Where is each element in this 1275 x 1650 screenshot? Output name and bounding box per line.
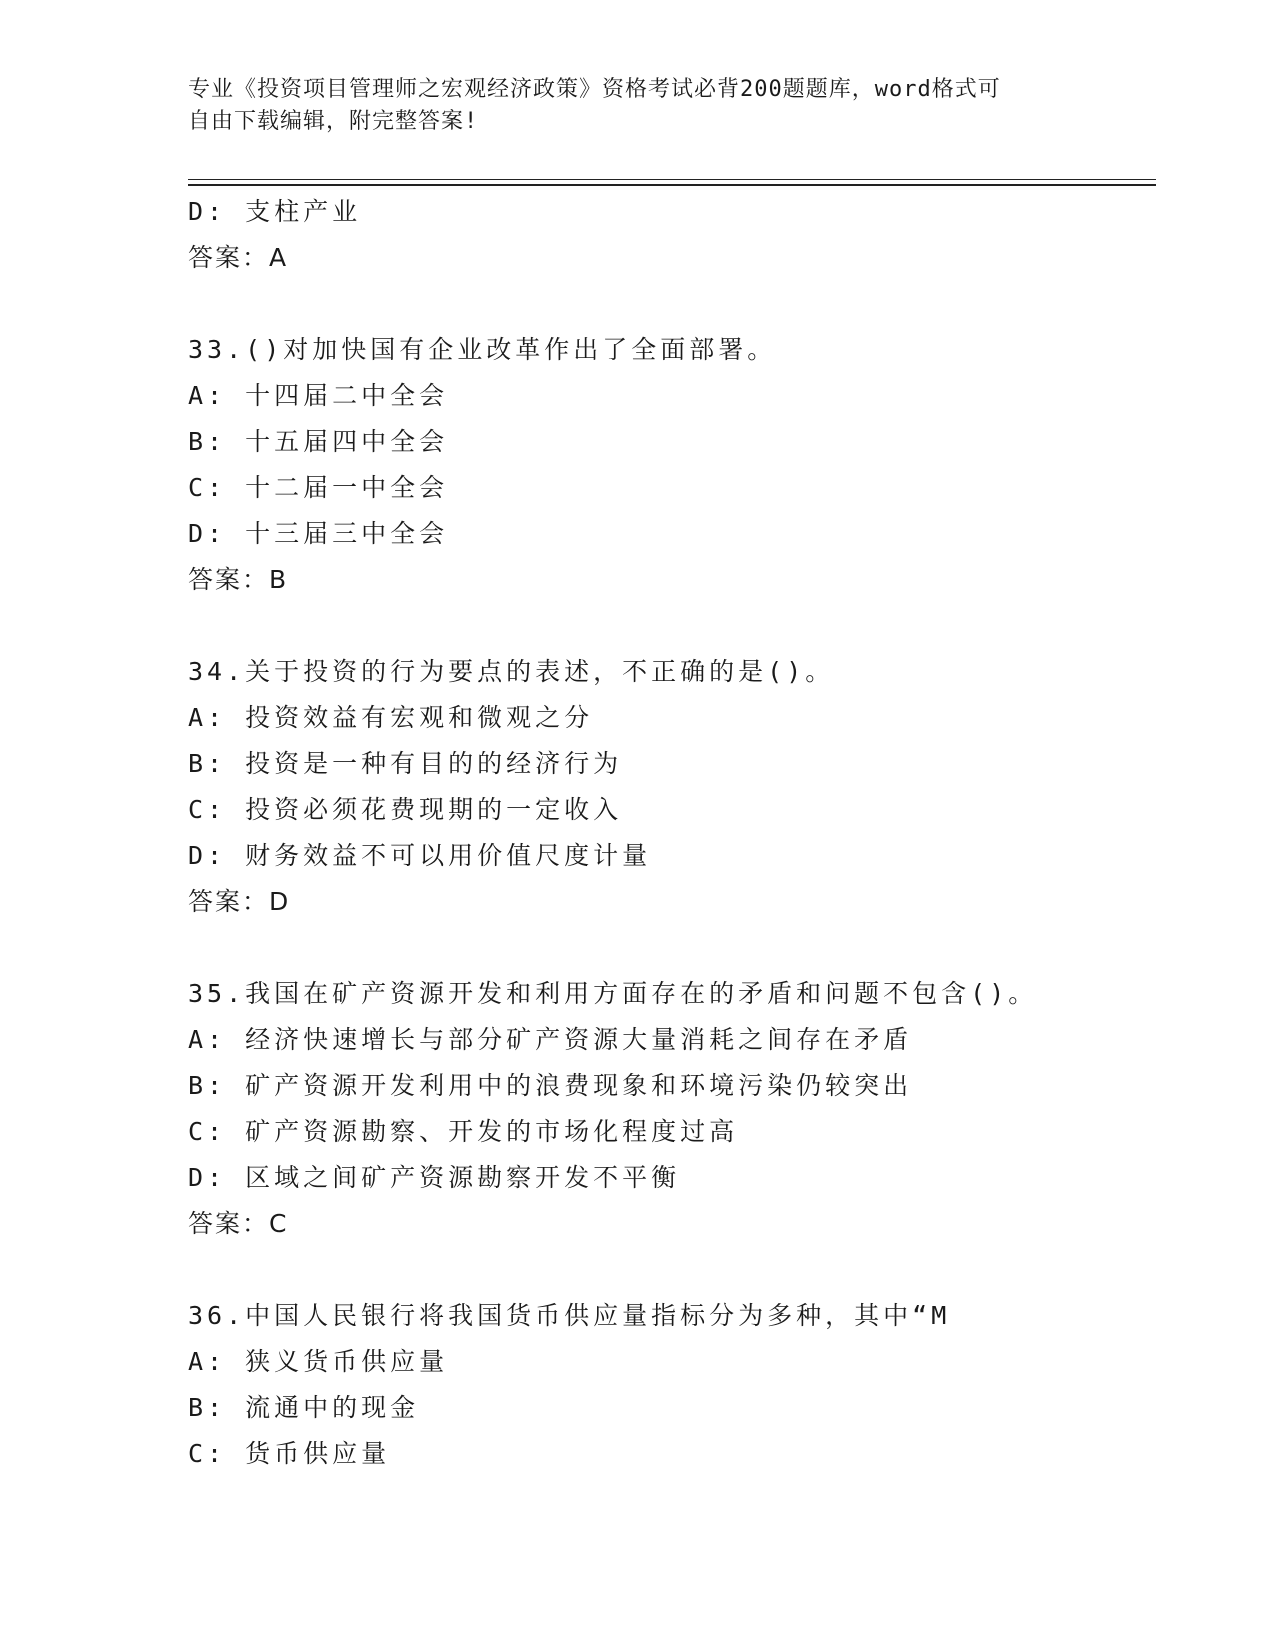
- option-a: A: 狭义货币供应量: [188, 1347, 449, 1376]
- answer-line: 答案：C: [188, 1209, 289, 1238]
- option-c: C: 矿产资源勘察、开发的市场化程度过高: [188, 1117, 739, 1146]
- option-a: A: 投资效益有宏观和微观之分: [188, 703, 594, 732]
- answer-line: 答案：B: [188, 565, 289, 594]
- question-list: [188, 189, 1148, 1477]
- option-b: B: 矿产资源开发利用中的浪费现象和环境污染仍较突出: [188, 1071, 913, 1100]
- block-spacer: [188, 925, 1148, 971]
- block-spacer: [188, 603, 1148, 649]
- header-line-1: 专业《投资项目管理师之宏观经济政策》资格考试必背200题题库，word格式可: [188, 77, 1001, 102]
- block-spacer: [188, 281, 1148, 327]
- question-text: 33.()对加快国有企业改革作出了全面部署。: [188, 335, 777, 364]
- option-a: A: 十四届二中全会: [188, 381, 449, 410]
- answer-line: 答案：A: [188, 243, 289, 272]
- question-text: 34.关于投资的行为要点的表述，不正确的是()。: [188, 657, 835, 686]
- document-header: [188, 74, 1088, 138]
- option-b: B: 十五届四中全会: [188, 427, 449, 456]
- option-d: D: 十三届三中全会: [188, 519, 449, 548]
- question-block: [188, 327, 1148, 603]
- option-b: B: 流通中的现金: [188, 1393, 420, 1422]
- question-block: [188, 1293, 1148, 1477]
- block-spacer: [188, 1247, 1148, 1293]
- question-text: 35.我国在矿产资源开发和利用方面存在的矛盾和问题不包含()。: [188, 979, 1038, 1008]
- option-c: C: 货币供应量: [188, 1439, 391, 1468]
- header-divider-thick: [188, 184, 1156, 186]
- option-d: D: 财务效益不可以用价值尺度计量: [188, 841, 652, 870]
- option-a: A: 经济快速增长与部分矿产资源大量消耗之间存在矛盾: [188, 1025, 913, 1054]
- option-d: D: 支柱产业: [188, 197, 362, 226]
- option-d: D: 区域之间矿产资源勘察开发不平衡: [188, 1163, 681, 1192]
- header-line-2: 自由下载编辑，附完整答案!: [188, 109, 479, 134]
- question-block: [188, 971, 1148, 1247]
- header-divider-thin: [188, 179, 1156, 180]
- question-block: [188, 649, 1148, 925]
- question-block: [188, 189, 1148, 281]
- answer-line: 答案：D: [188, 887, 291, 916]
- option-b: B: 投资是一种有目的的经济行为: [188, 749, 623, 778]
- option-c: C: 投资必须花费现期的一定收入: [188, 795, 623, 824]
- option-c: C: 十二届一中全会: [188, 473, 449, 502]
- question-text: 36.中国人民银行将我国货币供应量指标分为多种，其中“M: [188, 1301, 951, 1330]
